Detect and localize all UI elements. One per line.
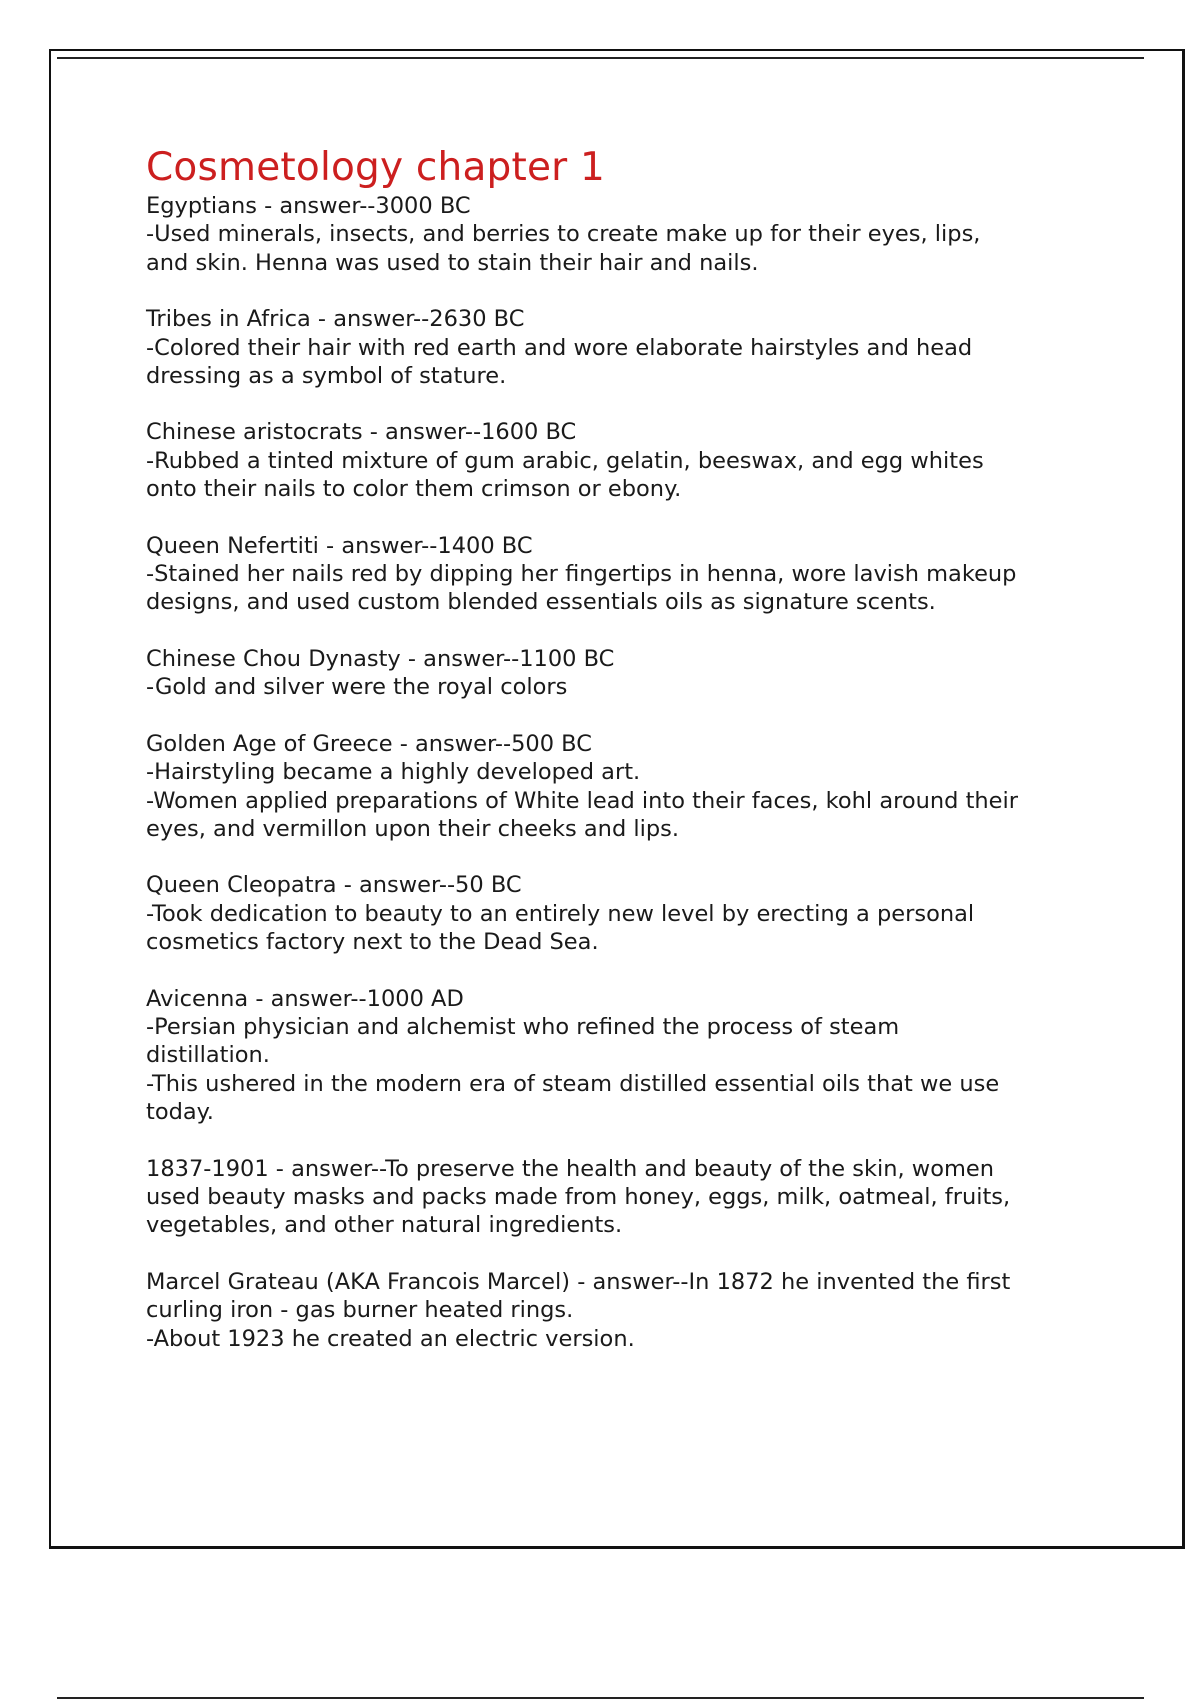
flashcard-entry [146, 305, 1096, 390]
entry-term-line: Egyptians - answer--3000 BC [146, 193, 471, 219]
entry-term-line: Queen Cleopatra - answer--50 BC [146, 872, 522, 899]
entry-detail-line: onto their nails to color them crimson or ebony. [146, 476, 682, 503]
entry-detail-line: curling iron - gas burner heated rings. [146, 1297, 574, 1324]
entry-term-line: Chinese aristocrats - answer--1600 BC [146, 419, 577, 446]
entry-detail-line: -Colored their hair with red earth and wore elaborate hairstyles and head [146, 334, 973, 361]
entry-detail-line: -This ushered in the modern era of steam distilled essential oils that we use [146, 1070, 1000, 1097]
flashcard-entry [146, 645, 1096, 702]
entry-list [146, 192, 1096, 1353]
entry-detail-line: -Used minerals, insects, and berries to create make up for their eyes, lips, [146, 221, 981, 248]
entry-detail-line: used beauty masks and packs made from honey, eggs, milk, oatmeal, fruits, [146, 1183, 1011, 1210]
entry-detail-line: cosmetics factory next to the Dead Sea. [146, 929, 599, 956]
entry-term-line: Marcel Grateau (AKA Francois Marcel) - answer--In 1872 he invented the first [146, 1268, 1011, 1295]
entry-detail-line: designs, and used custom blended essentials oils as signature scents. [146, 589, 936, 616]
entry-detail-line: -Hairstyling became a highly developed art. [146, 759, 641, 786]
entry-detail-line: today. [146, 1099, 214, 1126]
flashcard-entry [146, 871, 1096, 956]
entry-detail-line: and skin. Henna was used to stain their hair and nails. [146, 249, 759, 276]
entry-detail-line: -About 1923 he created an electric version. [146, 1325, 635, 1352]
entry-detail-line: -Gold and silver were the royal colors [146, 674, 568, 701]
entry-detail-line: vegetables, and other natural ingredients. [146, 1212, 623, 1239]
entry-detail-line: -Women applied preparations of White lead into their faces, kohl around their [146, 787, 1019, 814]
entry-detail-line: eyes, and vermillon upon their cheeks and lips. [146, 815, 680, 842]
entry-term-line: Avicenna - answer--1000 AD [146, 985, 464, 1012]
entry-term-line: 1837-1901 - answer--To preserve the health and beauty of the skin, women [146, 1155, 994, 1182]
flashcard-entry [146, 418, 1096, 503]
entry-term-line: Tribes in Africa - answer--2630 BC [146, 306, 525, 333]
entry-detail-line: dressing as a symbol of stature. [146, 363, 507, 390]
flashcard-entry [146, 1155, 1096, 1240]
bottom-horizontal-rule [57, 1697, 1144, 1699]
entry-term-line: Golden Age of Greece - answer--500 BC [146, 730, 592, 757]
flashcard-entry [146, 532, 1096, 617]
entry-term-line: Queen Nefertiti - answer--1400 BC [146, 532, 533, 559]
entry-detail-line: -Rubbed a tinted mixture of gum arabic, gelatin, beeswax, and egg whites [146, 447, 984, 474]
document-title: Cosmetology chapter 1 [146, 145, 606, 190]
entry-term-line: Chinese Chou Dynasty - answer--1100 BC [146, 645, 615, 672]
entry-detail-line: distillation. [146, 1042, 270, 1069]
entry-detail-line: -Persian physician and alchemist who refined the process of steam [146, 1013, 900, 1040]
entry-detail-line: -Took dedication to beauty to an entirely new level by erecting a personal [146, 900, 975, 927]
flashcard-entry [146, 730, 1096, 844]
flashcard-entry [146, 1268, 1096, 1353]
document-body [146, 144, 1096, 1381]
entry-detail-line: -Stained her nails red by dipping her fingertips in henna, wore lavish makeup [146, 561, 1017, 588]
flashcard-entry [146, 192, 1096, 277]
flashcard-entry [146, 985, 1096, 1127]
